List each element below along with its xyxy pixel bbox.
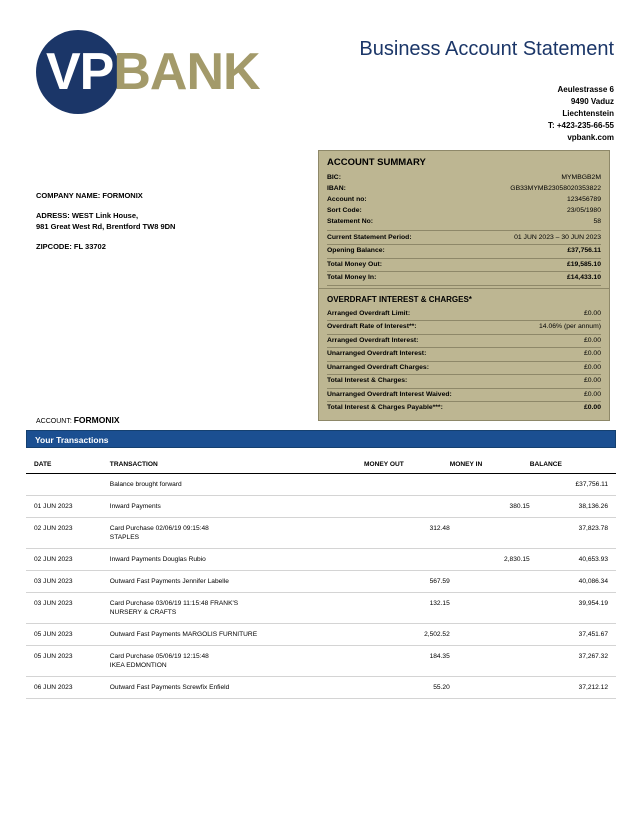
summary-row — [327, 183, 601, 194]
cell-money-in: 380.15 — [450, 496, 530, 518]
company-address-line1: ADRESS: WEST Link House, — [36, 211, 139, 220]
overdraft-title: OVERDRAFT INTEREST & CHARGES* — [327, 295, 472, 304]
cell-balance: 39,954.19 — [530, 593, 616, 624]
overdraft-row-label: Unarranged Overdraft Interest Waived: — [327, 390, 452, 398]
overdraft-row — [327, 361, 601, 374]
cell-transaction-line2: NURSERY & CRAFTS — [109, 609, 177, 616]
cell-money-in: 2,830.15 — [450, 549, 530, 571]
overdraft-row — [327, 347, 601, 360]
table-row — [26, 571, 616, 593]
overdraft-row-value: £0.00 — [583, 390, 601, 398]
summary-row — [327, 205, 601, 216]
company-details — [36, 190, 296, 261]
bank-address-line: vpbank.com — [567, 133, 614, 142]
overdraft-row-value: £0.00 — [583, 336, 601, 344]
account-name: FORMONIX — [73, 415, 120, 425]
account-summary-title: ACCOUNT SUMMARY — [327, 157, 426, 168]
cell-balance: 37,212.12 — [530, 677, 616, 699]
cell-balance: 40,653.93 — [530, 549, 616, 571]
summary-total-label: Opening Balance: — [327, 247, 385, 254]
cell-transaction — [110, 474, 364, 496]
cell-transaction-line1: Inward Payments — [109, 503, 161, 510]
cell-money-out — [364, 474, 450, 496]
cell-transaction-line2: STAPLES — [109, 534, 139, 541]
table-header-row — [26, 455, 616, 474]
cell-transaction-line1: Outward Fast Payments Screwfix Enfield — [109, 684, 230, 691]
table-row — [26, 593, 616, 624]
overdraft-row-label: Arranged Overdraft Limit: — [327, 309, 411, 317]
cell-transaction — [110, 593, 364, 624]
cell-money-in — [450, 624, 530, 646]
overdraft-row — [327, 320, 601, 333]
cell-balance: 37,451.67 — [530, 624, 616, 646]
cell-money-in — [450, 593, 530, 624]
summary-total-value: £14,433.10 — [566, 274, 601, 281]
logo-bank-text: BANK — [113, 43, 260, 101]
cell-transaction — [110, 518, 364, 549]
column-header-date: DATE — [26, 455, 110, 474]
cell-transaction-line2: IKEA EDMONTION — [109, 662, 167, 669]
table-row — [26, 624, 616, 646]
overdraft-row-value: £0.00 — [583, 350, 601, 357]
summary-total-row — [327, 271, 601, 284]
summary-row-value: GB33MYMB23058020353822 — [510, 184, 601, 192]
cell-money-out: 55.20 — [364, 677, 450, 699]
cell-transaction — [110, 549, 364, 571]
summary-row-value: 58 — [593, 217, 601, 225]
account-summary-box — [318, 150, 610, 305]
cell-date: 03 JUN 2023 — [26, 571, 110, 593]
summary-total-row — [327, 258, 601, 271]
cell-money-in — [450, 571, 530, 593]
cell-date: 05 JUN 2023 — [26, 624, 110, 646]
summary-total-label: Total Money Out: — [327, 260, 382, 268]
table-row — [26, 549, 616, 571]
summary-row-value: 23/05/1980 — [566, 206, 601, 214]
overdraft-row — [327, 308, 601, 319]
summary-row — [327, 172, 601, 183]
cell-date: 02 JUN 2023 — [26, 549, 110, 571]
cell-date: 06 JUN 2023 — [26, 677, 110, 699]
cell-transaction-line1: Inward Payments Douglas Rubio — [109, 556, 206, 563]
cell-money-out — [364, 549, 450, 571]
overdraft-row-value: £0.00 — [583, 309, 601, 317]
overdraft-row-value: 14.06% (per annum) — [539, 323, 601, 330]
summary-total-value: 01 JUN 2023 – 30 JUN 2023 — [514, 233, 601, 241]
bank-address — [548, 84, 614, 144]
overdraft-row-label: Overdraft Rate of Interest**: — [327, 323, 417, 330]
overdraft-row-label: Arranged Overdraft Interest: — [327, 336, 419, 344]
overdraft-box — [318, 288, 610, 421]
cell-transaction-line1: Card Purchase 05/06/19 12:15:48 — [109, 653, 209, 660]
summary-total-value: £19,585.10 — [566, 260, 601, 268]
summary-row-value: 123456789 — [566, 195, 601, 203]
account-label-line — [36, 415, 120, 425]
summary-total-row — [327, 230, 601, 243]
table-row — [26, 677, 616, 699]
table-row — [26, 496, 616, 518]
summary-total-label: Total Money In: — [327, 274, 377, 281]
overdraft-row-label: Unarranged Overdraft Charges: — [327, 363, 429, 371]
overdraft-row — [327, 388, 601, 401]
overdraft-row — [327, 334, 601, 347]
cell-money-out: 567.59 — [364, 571, 450, 593]
cell-money-out: 132.15 — [364, 593, 450, 624]
cell-transaction — [110, 624, 364, 646]
cell-date: 02 JUN 2023 — [26, 518, 110, 549]
column-header-balance: BALANCE — [530, 455, 616, 474]
cell-transaction — [110, 677, 364, 699]
overdraft-row-label: Total Interest & Charges Payable***: — [327, 404, 443, 411]
summary-total-label: Current Statement Period: — [327, 233, 412, 241]
overdraft-row — [327, 401, 601, 414]
cell-balance: £37,756.11 — [530, 474, 616, 496]
cell-transaction — [110, 496, 364, 518]
cell-money-out — [364, 496, 450, 518]
summary-row-label: Sort Code: — [327, 206, 362, 214]
overdraft-row-value: £0.00 — [583, 363, 601, 371]
bank-address-line: Liechtenstein — [562, 109, 614, 118]
column-header-money-in: MONEY IN — [450, 455, 530, 474]
bank-address-line: Aeulestrasse 6 — [557, 85, 614, 94]
cell-transaction-line1: Balance brought forward — [109, 481, 182, 488]
summary-total-value: £37,756.11 — [567, 247, 601, 254]
cell-money-in — [450, 646, 530, 677]
overdraft-row-value: £0.00 — [583, 377, 601, 384]
summary-row-label: Account no: — [327, 195, 367, 203]
company-zipcode: ZIPCODE: FL 33702 — [36, 242, 106, 251]
company-address-line2: 981 Great West Rd, Brentford TW8 9DN — [36, 222, 176, 231]
transactions-table — [26, 455, 616, 699]
account-label: ACCOUNT: — [36, 418, 72, 425]
company-name: COMPANY NAME: FORMONIX — [36, 191, 143, 200]
overdraft-row-value: £0.00 — [583, 404, 601, 411]
cell-balance: 37,267.32 — [530, 646, 616, 677]
cell-transaction-line1: Card Purchase 02/06/19 09:15:48 — [109, 525, 209, 532]
summary-row-label: IBAN: — [327, 184, 346, 192]
table-row — [26, 474, 616, 496]
cell-date: 05 JUN 2023 — [26, 646, 110, 677]
overdraft-row-label: Unarranged Overdraft Interest: — [327, 350, 427, 357]
document-header — [0, 22, 642, 142]
overdraft-row-label: Total Interest & Charges: — [327, 377, 408, 384]
summary-row — [327, 216, 601, 227]
bank-address-line: 9490 Vaduz — [570, 97, 614, 106]
summary-row — [327, 194, 601, 205]
transactions-section-title: Your Transactions — [26, 430, 616, 448]
cell-balance: 37,823.78 — [530, 518, 616, 549]
logo-vp-text: VP — [46, 43, 114, 101]
column-header-transaction: TRANSACTION — [110, 455, 364, 474]
cell-money-in — [450, 474, 530, 496]
cell-transaction-line1: Outward Fast Payments Jennifer Labelle — [109, 578, 229, 585]
cell-date: 01 JUN 2023 — [26, 496, 110, 518]
page-title: Business Account Statement — [359, 38, 614, 60]
summary-row-label: Statement No: — [327, 217, 374, 225]
bank-address-line: T: +423-235-66-55 — [547, 121, 614, 130]
cell-transaction-line1: Outward Fast Payments MARGOLIS FURNITURE — [109, 631, 258, 638]
cell-money-out: 312.48 — [364, 518, 450, 549]
column-header-money-out: MONEY OUT — [364, 455, 450, 474]
summary-row-value: MYMBGB2M — [561, 173, 601, 181]
cell-balance: 38,136.26 — [530, 496, 616, 518]
cell-transaction-line1: Card Purchase 03/06/19 11:15:48 FRANK'S — [109, 600, 239, 607]
cell-money-out: 184.35 — [364, 646, 450, 677]
cell-date: 03 JUN 2023 — [26, 593, 110, 624]
table-row — [26, 646, 616, 677]
vpbank-logo — [36, 30, 316, 120]
cell-balance: 40,086.34 — [530, 571, 616, 593]
overdraft-row — [327, 374, 601, 387]
cell-transaction — [110, 646, 364, 677]
table-row — [26, 518, 616, 549]
summary-total-row — [327, 244, 601, 257]
logo-text — [46, 44, 260, 100]
cell-money-in — [450, 518, 530, 549]
cell-date — [26, 474, 110, 496]
cell-transaction — [110, 571, 364, 593]
cell-money-out: 2,502.52 — [364, 624, 450, 646]
cell-money-in — [450, 677, 530, 699]
summary-row-label: BIC: — [327, 173, 341, 181]
